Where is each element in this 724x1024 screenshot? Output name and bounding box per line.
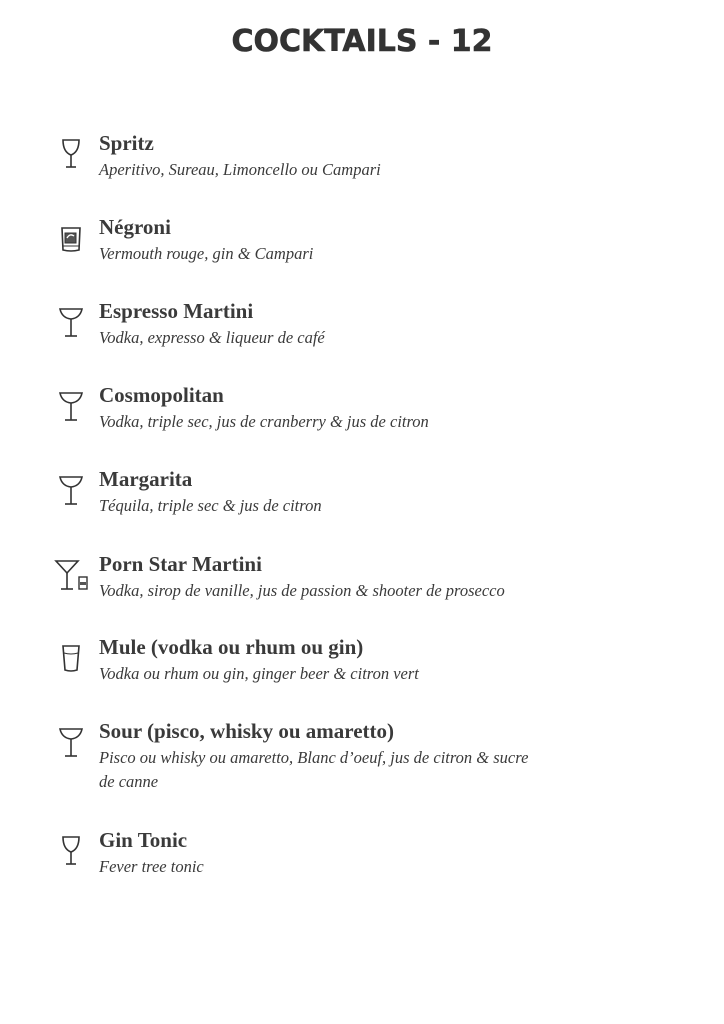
item-name: Gin Tonic: [99, 828, 188, 852]
item-description: Aperitivo, Sureau, Limoncello ou Campari: [99, 160, 381, 179]
item-name: Sour (pisco, whisky ou amaretto): [99, 719, 394, 743]
coupe-glass-icon: [56, 724, 86, 760]
item-description: Fever tree tonic: [99, 857, 204, 876]
wine-glass-icon: [56, 136, 86, 172]
item-description: Vodka, sirop de vanille, jus de passion & shooter de prosecco: [99, 581, 505, 600]
item-description: Vodka ou rhum ou gin, ginger beer & citron vert: [99, 664, 419, 683]
item-description: Vodka, triple sec, jus de cranberry & jus de citron: [99, 412, 429, 431]
item-name: Margarita: [99, 467, 193, 491]
item-description: Téquila, triple sec & jus de citron: [99, 496, 322, 515]
item-name: Cosmopolitan: [99, 383, 224, 407]
martini-and-shot-glass-icon: [54, 557, 94, 593]
rocks-glass-icon: [56, 220, 86, 256]
page-title: COCKTAILS - 12: [231, 24, 493, 59]
wine-glass-icon: [56, 833, 86, 869]
item-name: Porn Star Martini: [99, 552, 262, 576]
item-name: Espresso Martini: [99, 299, 254, 323]
coupe-glass-icon: [56, 388, 86, 424]
coupe-glass-icon: [56, 472, 86, 508]
tumbler-glass-icon: [56, 640, 86, 676]
coupe-glass-icon: [56, 304, 86, 340]
item-name: Négroni: [99, 215, 171, 239]
item-description: Vodka, expresso & liqueur de café: [99, 328, 325, 347]
item-name: Spritz: [99, 131, 154, 155]
item-description: Vermouth rouge, gin & Campari: [99, 244, 314, 263]
item-name: Mule (vodka ou rhum ou gin): [99, 635, 364, 659]
item-description: Pisco ou whisky ou amaretto, Blanc d’oeuf, jus de citron & sucre de canne: [99, 748, 529, 791]
